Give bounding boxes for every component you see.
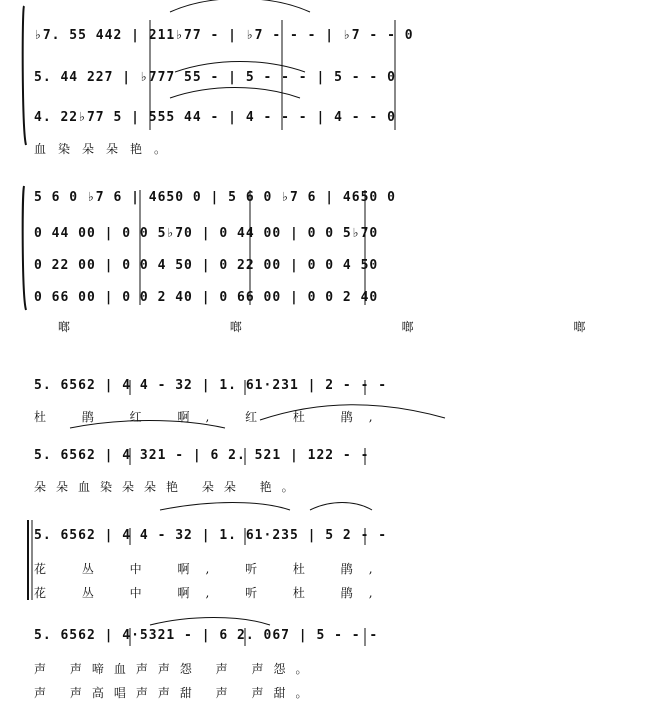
s1-voice-1: ♭7. 55 442 | 211♭77 - | ♭7 - - - | ♭7 - - 0 (34, 28, 414, 43)
s5-lyrics-2: 声 声高唱声声甜 声 声甜。 (34, 686, 318, 700)
s1-voice-3: 4. 22♭77 5 | 555 44 - | 4 - - - | 4 - - 0 (34, 110, 396, 125)
s3-lyrics-1: 杜 鹃 红 啊, 红 杜 鹃, (34, 410, 389, 424)
s3-line-2: 5. 6562 | 4 321 - | 6 2. 521 | 122 - - (34, 448, 370, 463)
s3-line-1: 5. 6562 | 4 4 - 32 | 1. 61·231 | 2 - - - (34, 378, 388, 393)
s3-lyrics-2: 朵朵血染朵朵艳 朵朵 艳。 (34, 480, 304, 494)
s4-line-1: 5. 6562 | 4 4 - 32 | 1. 61·235 | 5 2 - - (34, 528, 388, 543)
s2-lyrics: 啷 啷 啷 啷 (58, 320, 663, 334)
s1-lyrics: 血染朵朵艳。 (34, 142, 179, 156)
s5-lyrics-1: 声 声啼血声声怨 声 声怨。 (34, 662, 318, 676)
s2-voice-4: 0 66 00 | 0 0 2 40 | 0 66 00 | 0 0 2 40 (34, 290, 379, 305)
s1-voice-2: 5. 44 227 | ♭777 55 - | 5 - - - | 5 - - 0 (34, 70, 396, 85)
s5-line-1: 5. 6562 | 4·5321 - | 6 2. 067 | 5 - - - (34, 628, 379, 643)
s2-voice-1: 5 6 0 ♭7 6 | 4650 0 | 5 6 0 ♭7 6 | 4650 0 (34, 190, 396, 205)
s4-lyrics-1: 花 丛 中 啊, 听 杜 鹃, (34, 562, 389, 576)
s2-voice-3: 0 22 00 | 0 0 4 50 | 0 22 00 | 0 0 4 50 (34, 258, 379, 273)
s2-voice-2: 0 44 00 | 0 0 5♭70 | 0 44 00 | 0 0 5♭70 (34, 226, 379, 241)
s4-lyrics-2: 花 丛 中 啊, 听 杜 鹃, (34, 586, 389, 600)
